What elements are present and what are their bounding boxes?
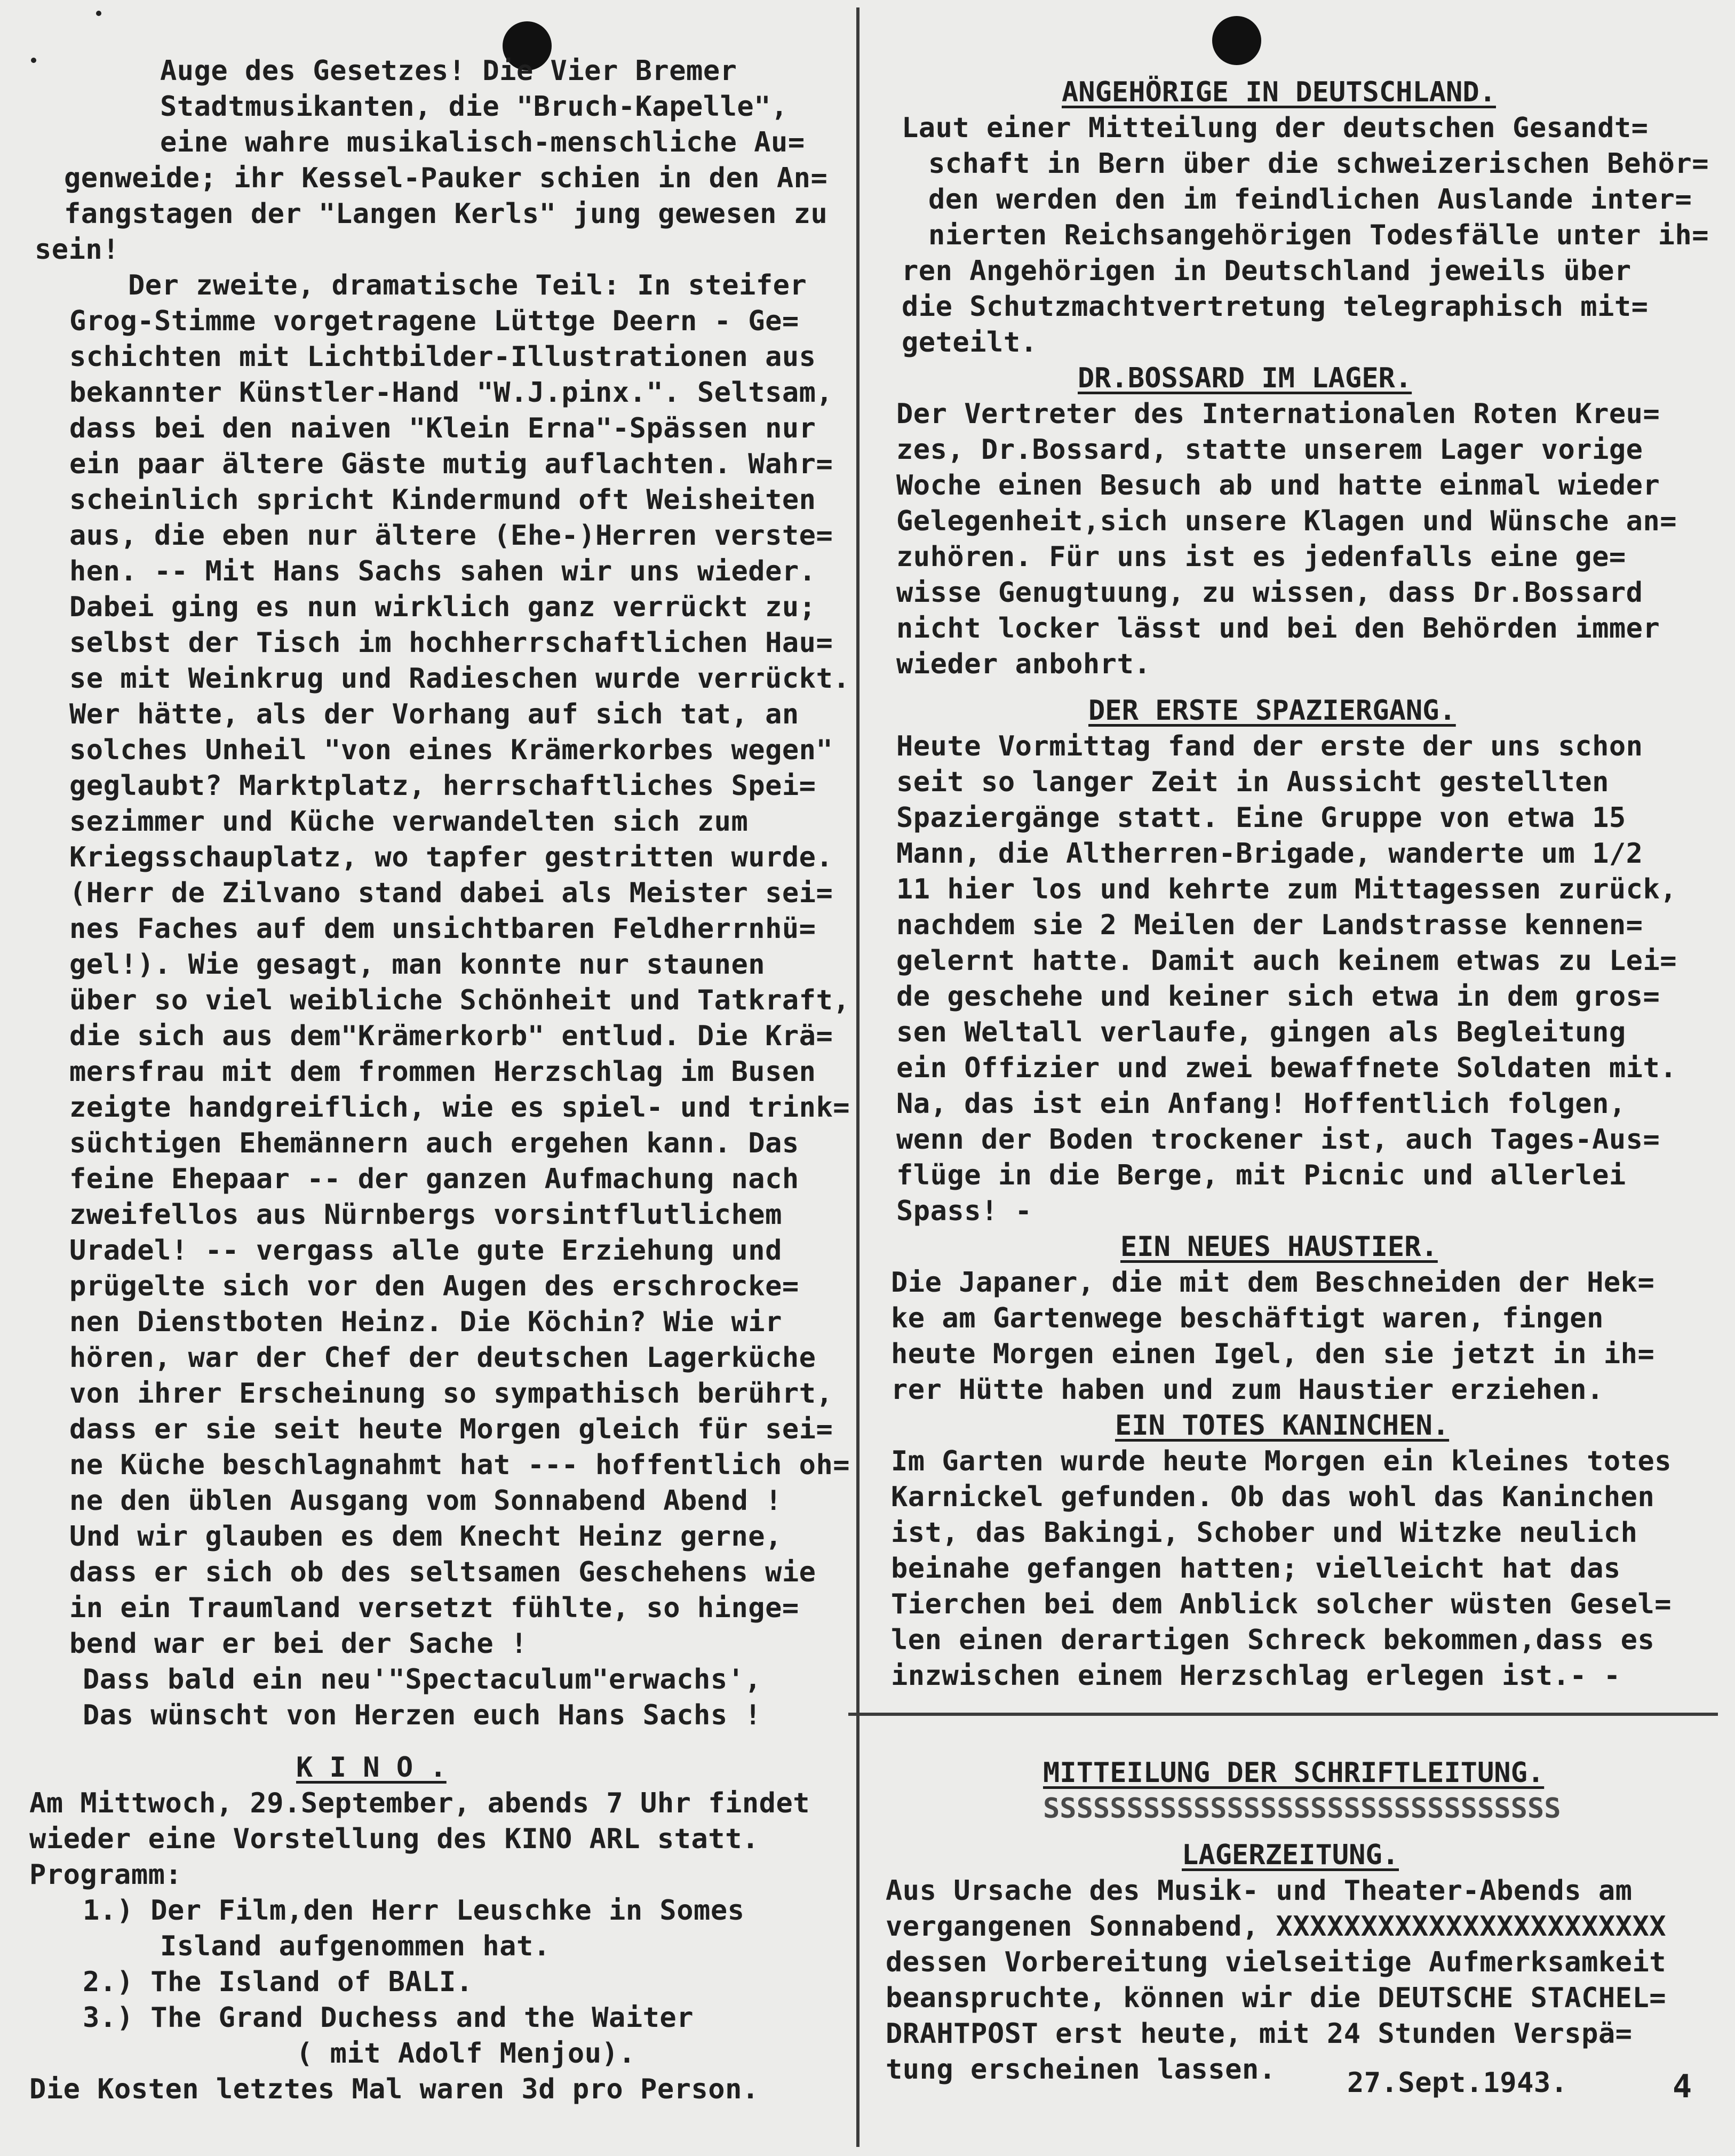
text-line: ein paar ältere Gäste mutig auflachten. Wahr= [69,448,833,480]
text-line: inzwischen einem Herzschlag erlegen ist.- - [891,1660,1621,1692]
text-line: 2.) The Island of BALI. [83,1966,473,1998]
text-line: nicht locker lässt und bei den Behörden immer [896,612,1660,645]
text-line: nen Dienstboten Heinz. Die Köchin? Wie wir [69,1306,782,1338]
text-line: DRAHTPOST erst heute, mit 24 Stunden Verspä= [886,2018,1633,2050]
margin-mark [31,58,36,63]
text-line: wieder eine Vorstellung des KINO ARL statt. [29,1823,759,1855]
text-line: sen Weltall verlaufe, gingen als Begleitung [896,1016,1626,1048]
punch-hole-right [1212,16,1261,65]
text-line: von ihrer Erscheinung so sympathisch berührt, [69,1378,833,1410]
text-line: bend war er bei der Sache ! [69,1628,528,1660]
text-line: sein! [35,234,120,266]
margin-mark [96,11,101,16]
text-line: 1.) Der Film,den Herr Leuschke in Somes [83,1895,745,1927]
text-line: Laut einer Mitteilung der deutschen Gesandt= [902,112,1649,144]
text-line: ein Offizier und zwei bewaffnete Soldaten mit. [896,1052,1677,1084]
text-line: se mit Weinkrug und Radieschen wurde verrückt. [69,663,850,695]
text-line: vergangenen Sonnabend, XXXXXXXXXXXXXXXXXXXXXXX [886,1911,1667,1943]
text-line: Kriegsschauplatz, wo tapfer gestritten wurde. [69,841,833,873]
text-line: mersfrau mit dem frommen Herzschlag im Busen [69,1056,816,1088]
text-line: den werden den im feindlichen Auslande inter= [928,184,1692,216]
text-line: bekannter Künstler-Hand "W.J.pinx.". Seltsam, [69,377,833,409]
section-heading: DER ERSTE SPAZIERGANG. [1088,695,1456,727]
section-heading: LAGERZEITUNG. [1182,1839,1399,1871]
text-line: gelernt hatte. Damit auch keinem etwas zu Lei= [896,945,1677,977]
text-line: ne Küche beschlagnahmt hat --- hoffentlich oh= [69,1449,850,1481]
text-line: 11 hier los und kehrte zum Mittagessen zurück, [896,873,1677,905]
text-line: Der Vertreter des Internationalen Roten Kreu= [896,398,1660,430]
text-line: dass er sie seit heute Morgen gleich für sei= [69,1413,833,1445]
text-line: Stadtmusikanten, die "Bruch-Kapelle", [160,91,788,123]
section-heading: EIN NEUES HAUSTIER. [1120,1231,1438,1263]
text-line: ne den üblen Ausgang vom Sonnabend Abend ! [69,1485,782,1517]
text-line: scheinlich spricht Kindermund oft Weisheiten [69,484,816,516]
text-line: süchtigen Ehemännern auch ergehen kann. Das [69,1127,799,1159]
text-line: fangstagen der "Langen Kerls" jung gewesen zu [64,198,828,230]
text-line: Wer hätte, als der Vorhang auf sich tat, an [69,698,799,730]
text-line: aus, die eben nur ältere (Ehe-)Herren verste= [69,520,833,552]
text-line: solches Unheil "von eines Krämerkorbes wegen" [69,734,833,766]
text-line: sezimmer und Küche verwandelten sich zum [69,806,749,838]
text-line: die sich aus dem"Krämerkorb" entlud. Die Krä= [69,1020,833,1052]
text-line: dass bei den naiven "Klein Erna"-Spässen nur [69,412,816,444]
text-line: rer Hütte haben und zum Haustier erziehen. [891,1374,1604,1406]
text-line: flüge in die Berge, mit Picnic und allerlei [896,1159,1626,1191]
text-line: Dabei ging es nun wirklich ganz verrückt zu; [69,591,816,623]
text-line: genweide; ihr Kessel-Pauker schien in den An= [64,162,828,194]
text-line: geteilt. [902,327,1038,359]
text-line: zeigte handgreiflich, wie es spiel- und trink= [69,1092,850,1124]
section-heading: K I N O . [296,1752,447,1784]
text-line: schichten mit Lichtbilder-Illustrationen aus [69,341,816,373]
text-line: Island aufgenommen hat. [160,1930,551,1962]
text-line: 3.) The Grand Duchess and the Waiter [83,2002,694,2034]
text-line: zweifellos aus Nürnbergs vorsintflutlichem [69,1199,782,1231]
text-line: in ein Traumland versetzt fühlte, so hinge= [69,1592,799,1624]
text-line: ist, das Bakingi, Schober und Witzke neulich [891,1517,1638,1549]
text-line: wenn der Boden trockener ist, auch Tages-Aus= [896,1124,1660,1156]
text-line: Die Japaner, die mit dem Beschneiden der Hek= [891,1267,1655,1299]
text-line: die Schutzmachtvertretung telegraphisch mit= [902,291,1649,323]
text-line: Gelegenheit,sich unsere Klagen und Wünsche an= [896,505,1677,537]
text-line: Heute Vormittag fand der erste der uns schon [896,730,1643,762]
text-line: tung erscheinen lassen. [886,2054,1276,2086]
struck-out-text: SSSSSSSSSSSSSSSSSSSSSSSSSSSSSSS [1043,1793,1561,1825]
text-line: nierten Reichsangehörigen Todesfälle unter ih= [928,219,1709,251]
text-line: prügelte sich vor den Augen des erschrocke= [69,1270,799,1302]
text-line: (Herr de Zilvano stand dabei als Meister sei= [69,877,833,909]
text-line: nes Faches auf dem unsichtbaren Feldherrnhü= [69,913,816,945]
column-divider [856,7,859,2147]
text-line: Die Kosten letztes Mal waren 3d pro Person. [29,2073,759,2105]
text-line: ren Angehörigen in Deutschland jeweils über [902,255,1631,287]
text-line: selbst der Tisch im hochherrschaftlichen Hau= [69,627,833,659]
text-line: zuhören. Für uns ist es jedenfalls eine ge= [896,541,1626,573]
date-line: 27.Sept.1943. [1347,2067,1568,2099]
text-line: wisse Genugtuung, zu wissen, dass Dr.Bossard [896,577,1643,609]
text-line: Tierchen bei dem Anblick solcher wüsten Gesel= [891,1588,1672,1620]
text-line: geglaubt? Marktplatz, herrschaftliches Spei= [69,770,816,802]
text-line: Spass! - [896,1195,1032,1227]
text-line: Aus Ursache des Musik- und Theater-Abends am [886,1875,1633,1907]
text-line: nachdem sie 2 Meilen der Landstrasse kennen= [896,909,1643,941]
text-line: Auge des Gesetzes! Die Vier Bremer [160,55,737,87]
text-line: seit so langer Zeit in Aussicht gestellten [896,766,1609,798]
section-heading: DR.BOSSARD IM LAGER. [1078,362,1412,394]
text-line: Und wir glauben es dem Knecht Heinz gerne, [69,1521,782,1553]
text-line: eine wahre musikalisch-menschliche Au= [160,126,805,158]
text-line: wieder anbohrt. [896,648,1151,680]
text-line: Woche einen Besuch ab und hatte einmal wieder [896,470,1660,502]
text-line: Das wünscht von Herzen euch Hans Sachs ! [83,1699,762,1731]
text-line: Der zweite, dramatische Teil: In steifer [128,269,807,301]
text-line: dass er sich ob des seltsamen Geschehens wie [69,1556,816,1588]
text-line: Im Garten wurde heute Morgen ein kleines totes [891,1445,1672,1477]
text-line: Karnickel gefunden. Ob das wohl das Kaninchen [891,1481,1655,1513]
text-line: hören, war der Chef der deutschen Lagerküche [69,1342,816,1374]
page-number: 4 [1673,2068,1692,2105]
text-line: gel!). Wie gesagt, man konnte nur staunen [69,949,766,981]
section-divider [848,1713,1718,1716]
text-line: hen. -- Mit Hans Sachs sahen wir uns wieder. [69,555,816,587]
text-line: Dass bald ein neu'"Spectaculum"erwachs', [83,1664,762,1696]
text-line: de geschehe und keiner sich etwa in dem gros= [896,981,1660,1013]
section-heading: MITTEILUNG DER SCHRIFTLEITUNG. [1043,1757,1545,1789]
text-line: len einen derartigen Schreck bekommen,dass es [891,1624,1655,1656]
section-heading: ANGEHÖRIGE IN DEUTSCHLAND. [1062,76,1496,108]
text-line: Mann, die Altherren-Brigade, wanderte um 1/2 [896,838,1643,870]
text-line: über so viel weibliche Schönheit und Tatkraft, [69,984,850,1016]
text-line: Spaziergänge statt. Eine Gruppe von etwa 15 [896,802,1626,834]
text-line: Am Mittwoch, 29.September, abends 7 Uhr findet [29,1787,810,1819]
text-line: Grog-Stimme vorgetragene Lüttge Deern - Ge= [69,305,799,337]
text-line: Programm: [29,1859,182,1891]
section-heading: EIN TOTES KANINCHEN. [1115,1410,1450,1442]
text-line: dessen Vorbereitung vielseitige Aufmerksamkeit [886,1946,1667,1978]
text-line: heute Morgen einen Igel, den sie jetzt in ih= [891,1338,1655,1370]
text-line: Na, das ist ein Anfang! Hoffentlich folgen, [896,1088,1626,1120]
text-line: beanspruchte, können wir die DEUTSCHE STACHEL= [886,1982,1667,2014]
text-line: zes, Dr.Bossard, statte unserem Lager vorige [896,434,1643,466]
text-line: Uradel! -- vergass alle gute Erziehung und [69,1235,782,1267]
text-line: beinahe gefangen hatten; vielleicht hat das [891,1553,1621,1585]
text-line: ( mit Adolf Menjou). [296,2038,636,2070]
text-line: schaft in Bern über die schweizerischen Behör= [928,148,1709,180]
text-line: ke am Gartenwege beschäftigt waren, fingen [891,1302,1604,1334]
text-line: feine Ehepaar -- der ganzen Aufmachung nach [69,1163,799,1195]
